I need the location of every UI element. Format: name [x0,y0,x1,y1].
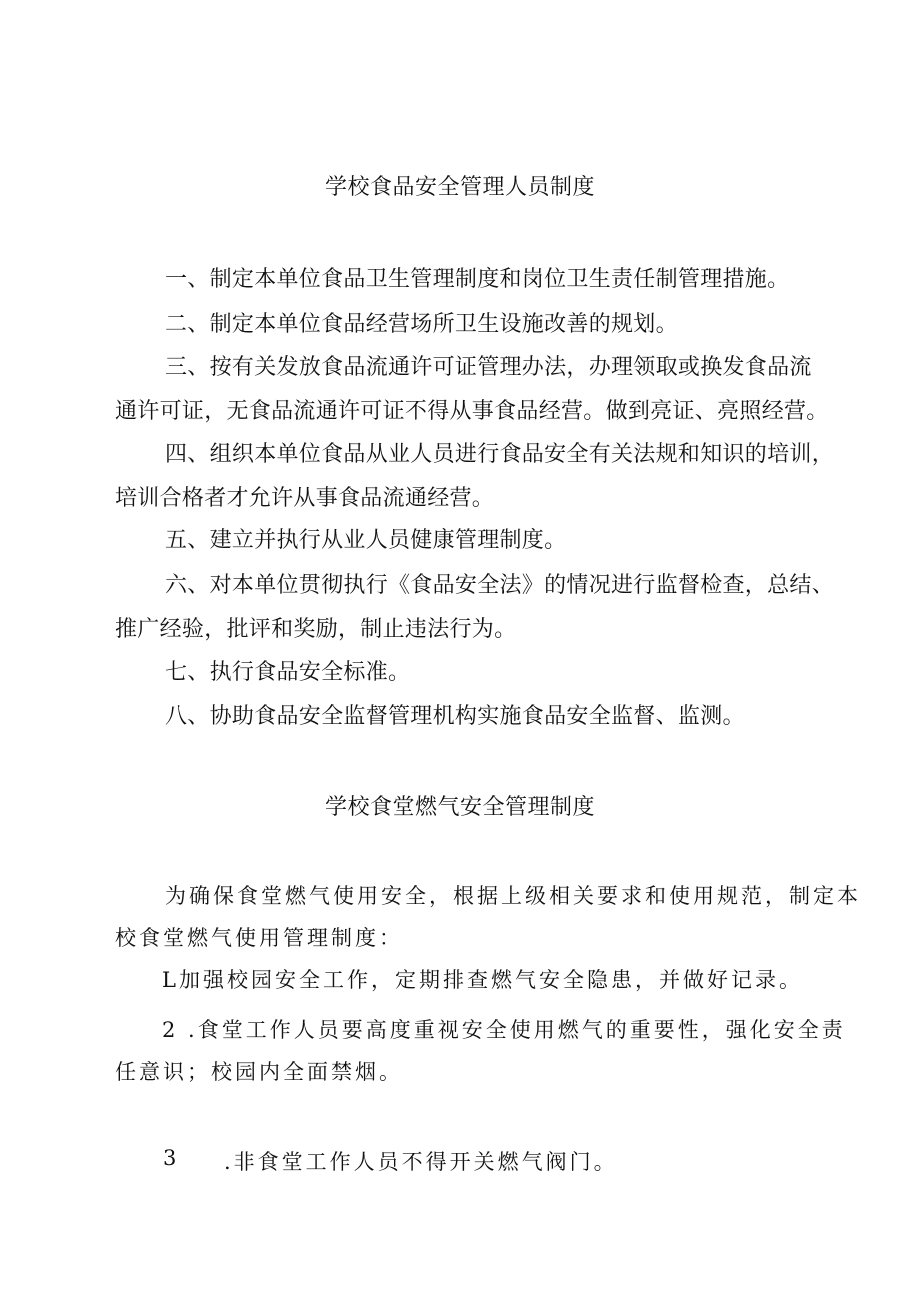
section2-title: 学校食堂燃气安全管理制度 [324,795,595,820]
s2-line-1: 为确保食堂燃气使用安全，根据上级相关要求和使用规范，制定本 [165,884,861,908]
s2-item3-number: 3 [163,1146,177,1170]
s1-line-5: 四、组织本单位食品从业人员进行食品安全有关法规和知识的培训， [165,442,835,467]
s2-line-4: 2 .食堂工作人员要高度重视安全使用燃气的重要性，强化安全责 [162,1018,846,1042]
s2-line-3: L加强校园安全工作，定期排查燃气安全隐患，并做好记录。 [162,968,803,992]
s1-line-3: 三、按有关发放食品流通许可证管理办法，办理领取或换发食品流 [165,355,812,380]
s1-line-4: 通许可证，无食品流通许可证不得从事食品经营。做到亮证、亮照经营。 [115,399,829,424]
section1-title: 学校食品安全管理人员制度 [324,175,595,200]
s1-line-2: 二、制定本单位食品经营场所卫生设施改善的规划。 [165,312,678,337]
s1-line-7: 五、建立并执行从业人员健康管理制度。 [165,528,567,553]
s1-line-8: 六、对本单位贯彻执行《食品安全法》的情况进行监督检查，总结、 [165,573,835,598]
s2-item3-text: .非食堂工作人员不得开关燃气阀门。 [224,1150,618,1174]
s1-line-11: 八、协助食品安全监督管理机构实施食品安全监督、监测。 [165,704,745,729]
s2-line-5: 任意识；校园内全面禁烟。 [115,1060,403,1084]
s1-line-9: 推广经验，批评和奖励，制止违法行为。 [115,617,517,642]
s1-line-1: 一、制定本单位食品卫生管理制度和岗位卫生责任制管理措施。 [165,267,790,292]
s2-line-2: 校食堂燃气使用管理制度： [115,926,403,950]
s1-line-6: 培训合格者才允许从事食品流通经营。 [115,486,495,511]
s1-line-10: 七、执行食品安全标准。 [165,660,411,685]
